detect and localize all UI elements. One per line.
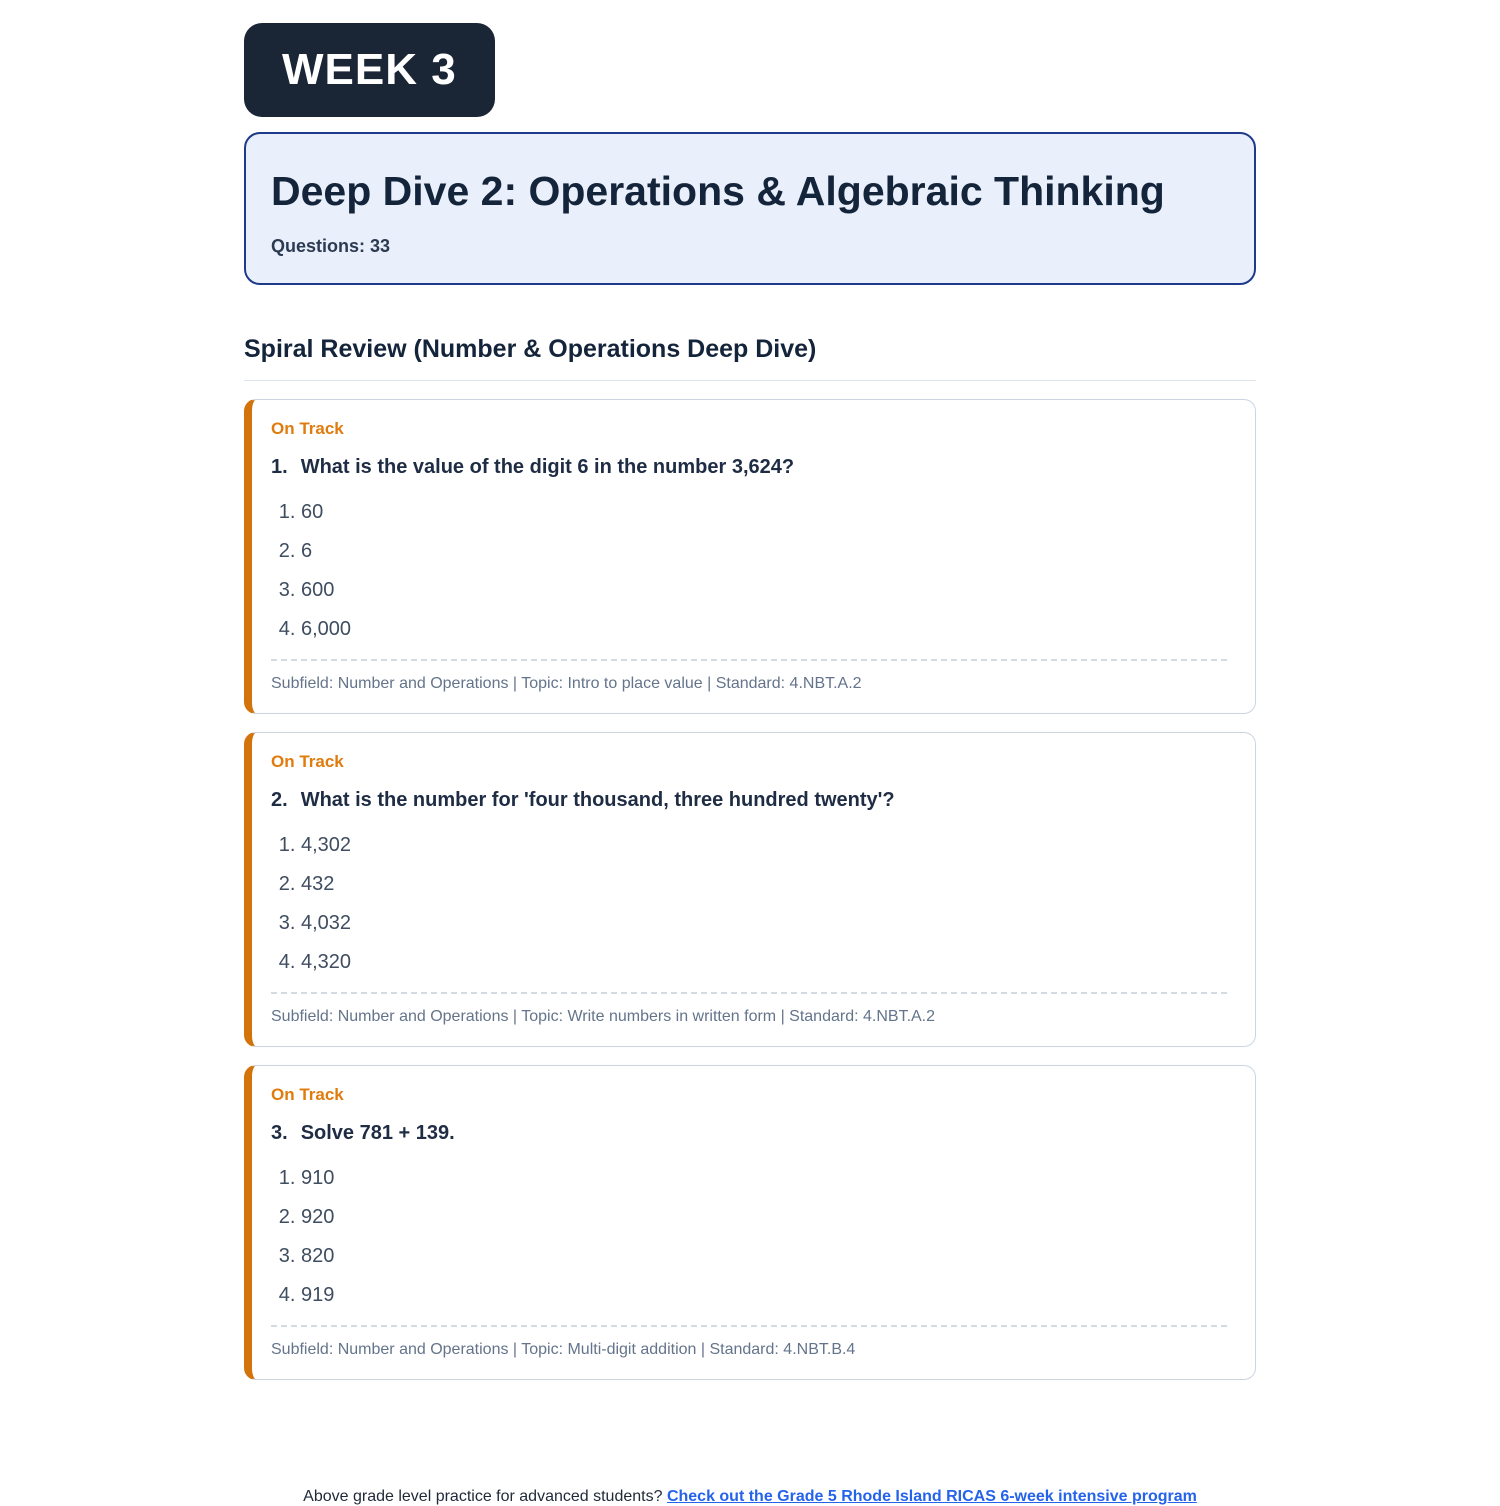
answer-option: 1. 910 xyxy=(301,1167,1227,1190)
answer-option: 2. 432 xyxy=(301,873,1227,896)
question-card-1 xyxy=(244,399,1256,714)
questions-count: Questions: 33 xyxy=(271,236,391,257)
question-prompt: What is the value of the digit 6 in the number 3,624? xyxy=(300,456,795,479)
answer-option: 4. 919 xyxy=(301,1284,1227,1307)
question-metadata: Subfield: Number and Operations | Topic: Intro to place value | Standard: 4.NBT.A.2 xyxy=(271,675,862,693)
question-number: 2. xyxy=(271,789,288,812)
answer-options xyxy=(271,501,1227,641)
question-number: 1. xyxy=(271,456,288,479)
footer-text: Above grade level practice for advanced students? xyxy=(303,1488,667,1506)
question-card-3 xyxy=(244,1065,1256,1380)
question-metadata: Subfield: Number and Operations | Topic: Write numbers in written form | Standard: 4.NBT.A.2 xyxy=(271,1008,936,1026)
answer-option: 3. 820 xyxy=(301,1245,1227,1268)
question-metadata: Subfield: Number and Operations | Topic: Multi-digit addition | Standard: 4.NBT.B.4 xyxy=(271,1341,856,1359)
divider xyxy=(271,1325,1227,1327)
status-badge: On Track xyxy=(271,752,344,772)
question-card-2 xyxy=(244,732,1256,1047)
question-text xyxy=(271,456,1227,479)
divider xyxy=(271,659,1227,661)
answer-options xyxy=(271,834,1227,974)
section-title: Spiral Review (Number & Operations Deep Dive) xyxy=(244,335,1256,381)
answer-option: 3. 4,032 xyxy=(301,912,1227,935)
page-title: Deep Dive 2: Operations & Algebraic Thinking xyxy=(271,168,1165,214)
answer-option: 4. 4,320 xyxy=(301,951,1227,974)
answer-option: 3. 600 xyxy=(301,579,1227,602)
worksheet-header xyxy=(244,132,1256,285)
question-text xyxy=(271,789,1227,812)
answer-option: 1. 60 xyxy=(301,501,1227,524)
footer xyxy=(244,1488,1256,1506)
answer-option: 1. 4,302 xyxy=(301,834,1227,857)
status-badge: On Track xyxy=(271,419,344,439)
answer-option: 2. 6 xyxy=(301,540,1227,563)
status-badge: On Track xyxy=(271,1085,344,1105)
question-text xyxy=(271,1122,1227,1145)
answer-option: 4. 6,000 xyxy=(301,618,1227,641)
question-number: 3. xyxy=(271,1122,288,1145)
question-prompt: What is the number for 'four thousand, three hundred twenty'? xyxy=(300,789,895,812)
question-prompt: Solve 781 + 139. xyxy=(300,1122,455,1145)
divider xyxy=(271,992,1227,994)
worksheet-page xyxy=(244,0,1256,1506)
answer-options xyxy=(271,1167,1227,1307)
footer-program-link[interactable]: Check out the Grade 5 Rhode Island RICAS 6-week intensive program xyxy=(666,1488,1197,1506)
answer-option: 2. 920 xyxy=(301,1206,1227,1229)
week-badge: WEEK 3 xyxy=(244,23,495,117)
